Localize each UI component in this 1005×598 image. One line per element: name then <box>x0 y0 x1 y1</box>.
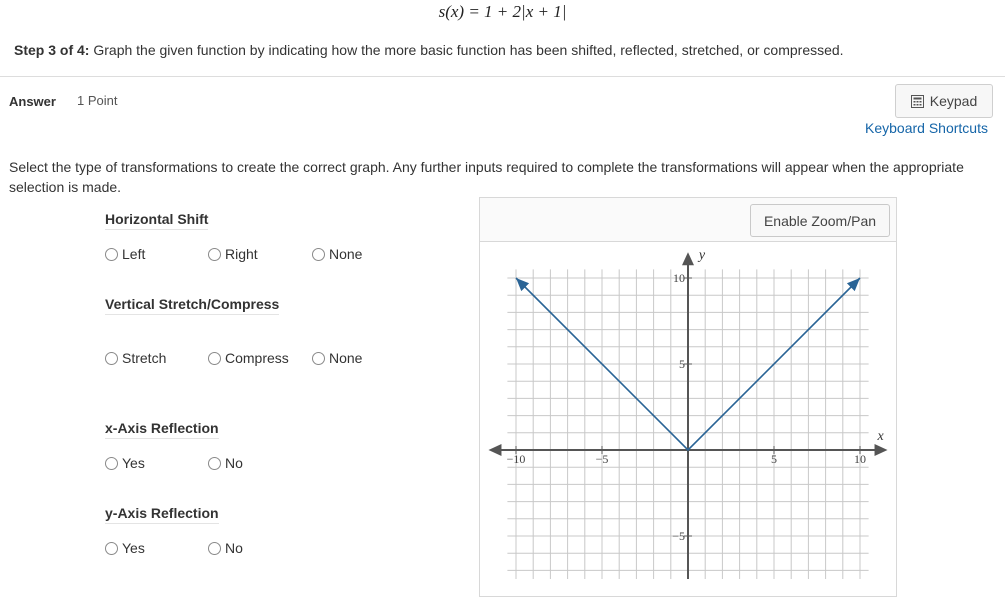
y-axis-arrow-up <box>682 252 694 265</box>
radio-button[interactable] <box>312 352 325 365</box>
radio-label: Right <box>225 246 258 262</box>
x-tick-label: −10 <box>506 452 526 466</box>
radio-label: None <box>329 350 363 366</box>
y-tick-label: −5 <box>672 529 685 543</box>
y-axis-label: y <box>698 248 706 264</box>
keyboard-shortcuts-link[interactable]: Keyboard Shortcuts <box>865 120 988 136</box>
x-tick-label: 5 <box>771 452 777 466</box>
radio-label: Stretch <box>122 350 167 366</box>
radio-button[interactable] <box>105 542 118 555</box>
radio-label: Left <box>122 246 146 262</box>
x-reflection-label: x-Axis Reflection <box>105 420 219 439</box>
instructions-text: Select the type of transformations to create the correct graph. Any further inputs required to complete the transformations will appear when the appropriate selection is made. <box>9 159 964 195</box>
vertical-stretch-label: Vertical Stretch/Compress <box>105 296 279 315</box>
x-axis-arrow-right <box>875 444 888 456</box>
radio-right[interactable] <box>208 246 258 262</box>
radio-button[interactable] <box>105 457 118 470</box>
divider <box>0 76 1005 77</box>
radio-label: Compress <box>225 350 289 366</box>
x-axis-label: x <box>877 429 884 444</box>
radio-button[interactable] <box>208 248 221 261</box>
graph-panel <box>479 197 897 597</box>
radio-label: Yes <box>122 455 145 471</box>
y-reflection-label: y-Axis Reflection <box>105 505 219 524</box>
radio-label: None <box>329 246 363 262</box>
radio-label: Yes <box>122 540 145 556</box>
function-title: s(x) = 1 + 2|x + 1| <box>438 2 567 21</box>
radio-y-reflect-no[interactable] <box>208 540 243 556</box>
enable-zoom-pan-button[interactable]: Enable Zoom/Pan <box>750 204 890 237</box>
radio-button[interactable] <box>105 352 118 365</box>
x-axis-arrow-left <box>488 444 501 456</box>
keypad-button[interactable] <box>895 84 993 118</box>
radio-label: No <box>225 455 243 471</box>
tick-labels <box>507 248 885 543</box>
graph-toolbar <box>480 198 896 242</box>
radio-button[interactable] <box>208 542 221 555</box>
radio-x-reflect-no[interactable] <box>208 455 243 471</box>
x-tick-label: −5 <box>595 452 609 466</box>
step-instruction <box>14 42 844 58</box>
radio-button[interactable] <box>312 248 325 261</box>
y-tick-label: 5 <box>679 357 685 371</box>
radio-hshift-none[interactable] <box>312 246 362 262</box>
calculator-icon <box>911 95 924 108</box>
radio-stretch[interactable] <box>105 350 166 366</box>
radio-button[interactable] <box>208 457 221 470</box>
radio-vstretch-none[interactable] <box>312 350 362 366</box>
radio-compress[interactable] <box>208 350 289 366</box>
radio-y-reflect-yes[interactable] <box>105 540 145 556</box>
horizontal-shift-label: Horizontal Shift <box>105 211 208 230</box>
x-tick-label: 10 <box>854 452 866 466</box>
answer-label: Answer <box>9 94 56 109</box>
coordinate-graph[interactable] <box>480 242 896 598</box>
y-tick-label: 10 <box>673 271 685 285</box>
points-label: 1 Point <box>77 93 118 108</box>
radio-x-reflect-yes[interactable] <box>105 455 145 471</box>
step-text: Graph the given function by indicating how the more basic function has been shifted, reflected, stretched, or compressed. <box>93 42 844 58</box>
radio-label: No <box>225 540 243 556</box>
radio-button[interactable] <box>208 352 221 365</box>
radio-button[interactable] <box>105 248 118 261</box>
radio-left[interactable] <box>105 246 145 262</box>
keypad-label: Keypad <box>929 93 978 109</box>
step-label: Step 3 of 4: <box>14 42 90 58</box>
